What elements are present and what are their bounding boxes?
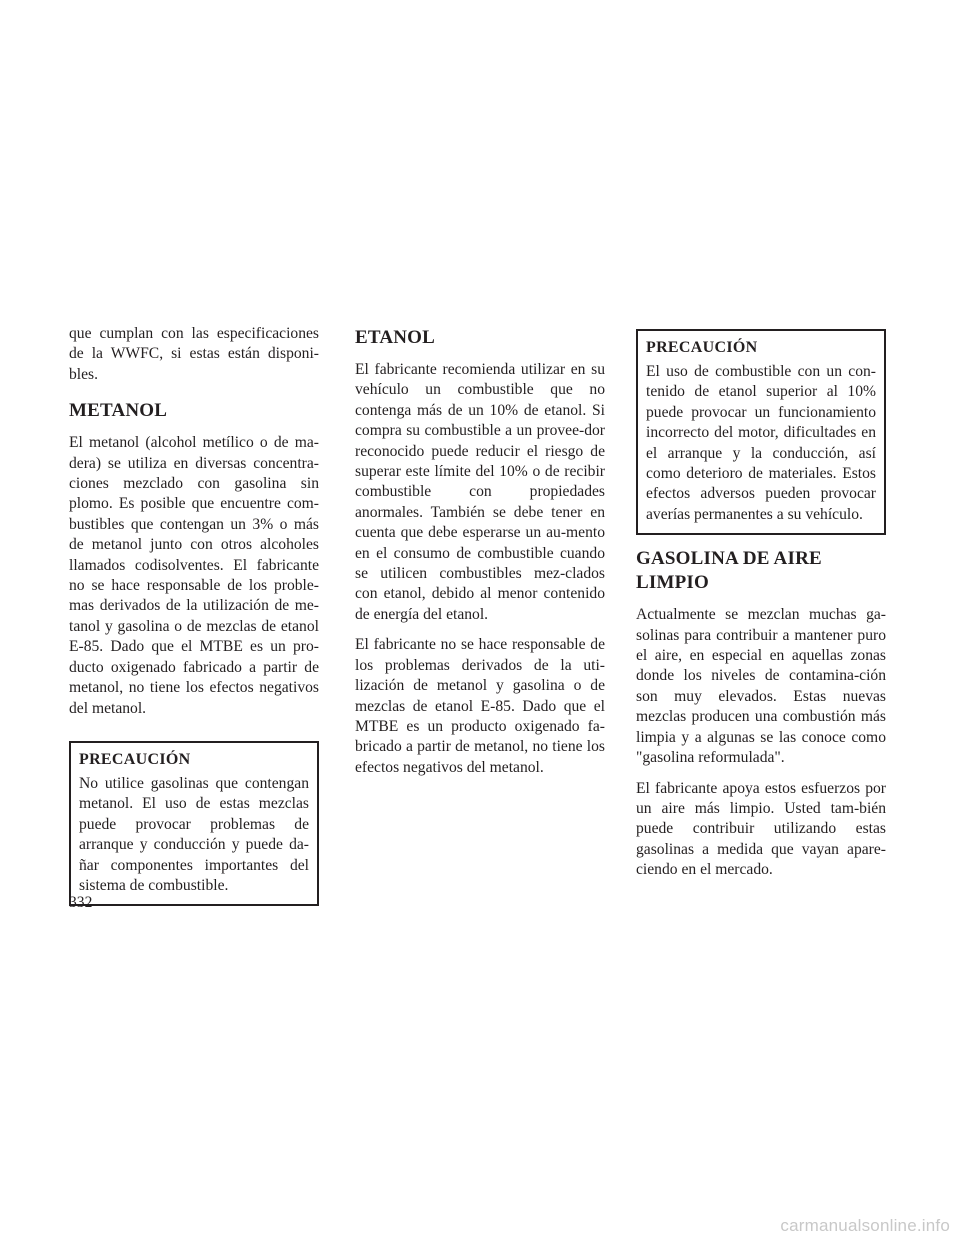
caution-title: PRECAUCIÓN	[79, 750, 191, 768]
caution-text: El uso de combustible con un con-tenido de etanol superior al 10% puede provocar un funcionamiento incorrecto del motor, dificultades en el arranque y la conducción, así como deterioro de materiales. Estos efectos adversos pueden provocar averías permanentes a su vehículo.	[646, 363, 876, 523]
page-number: 332	[69, 894, 93, 911]
metanol-caution-box	[69, 741, 319, 906]
caution-text: No utilice gasolinas que contengan metanol. El uso de estas mezclas puede provocar problemas de arranque y conducción y puede da-ñar componentes importantes del sistema de combustible.	[79, 774, 309, 894]
watermark: carmanualsonline.info	[780, 1216, 950, 1235]
etanol-paragraph-2: El fabricante no se hace responsable de los problemas derivados de la uti-lización de metanol y gasolina o de mezclas de etanol E-85. Dado que el MTBE es un producto oxigenado fa-bricado a partir de metanol, no tiene los efectos negativos del metanol.	[355, 636, 605, 776]
metanol-heading: METANOL	[69, 400, 168, 422]
column-left	[69, 324, 319, 906]
gasolina-paragraph-1: Actualmente se mezclan muchas ga-solinas para contribuir a mantener puro el aire, en especial en aquellas zonas donde los niveles de contamina-ción son muy elevados. Estas nuevas mezclas producen una combustión más limpia y a algunas se las conoce como "gasolina reformulada".	[636, 606, 886, 767]
etanol-caution-box	[636, 329, 886, 535]
metanol-paragraph: El metanol (alcohol metílico o de ma-dera) se utiliza en diversas concentra-ciones mezclado con gasolina sin plomo. Es posible que encuentre com-bustibles que contengan un 3% o más de metanol junto con otros alcoholes llamados codisolventes. El fabricante no se hace responsable de los proble-mas derivados de la utilización de me-tanol y gasolina o de mezclas de etanol E-85. Dado que el MTBE es un pro-ducto oxigenado fabricado a partir de metanol, no tiene los efectos negativos del metanol.	[69, 434, 319, 717]
gasolina-heading: GASOLINA DE AIRE LIMPIO	[636, 548, 822, 594]
etanol-paragraph-1: El fabricante recomienda utilizar en su vehículo un combustible que no contenga más de un 10% de etanol. Si compra su combustible a un provee-dor reconocido puede reducir el riesgo de superar este límite del 10% o de recibir combustible con propiedades anormales. También se debe tener en cuenta que debe esperarse un au-mento en el consumo de combustible cuando se utilicen combustibles mez-clados con etanol, debido al menor contenido de energía del etanol.	[355, 361, 605, 623]
column-right	[636, 324, 886, 891]
gasolina-paragraph-2: El fabricante apoya estos esfuerzos por un aire más limpio. Usted tam-bién puede contribuir utilizando estas gasolinas a medida que vayan apare-ciendo en el mercado.	[636, 779, 886, 879]
column-middle	[355, 324, 605, 788]
etanol-heading: ETANOL	[355, 327, 436, 348]
caution-title: PRECAUCIÓN	[646, 339, 758, 356]
intro-paragraph: que cumplan con las especificaciones de la WWFC, si estas están disponi-bles.	[69, 325, 319, 383]
